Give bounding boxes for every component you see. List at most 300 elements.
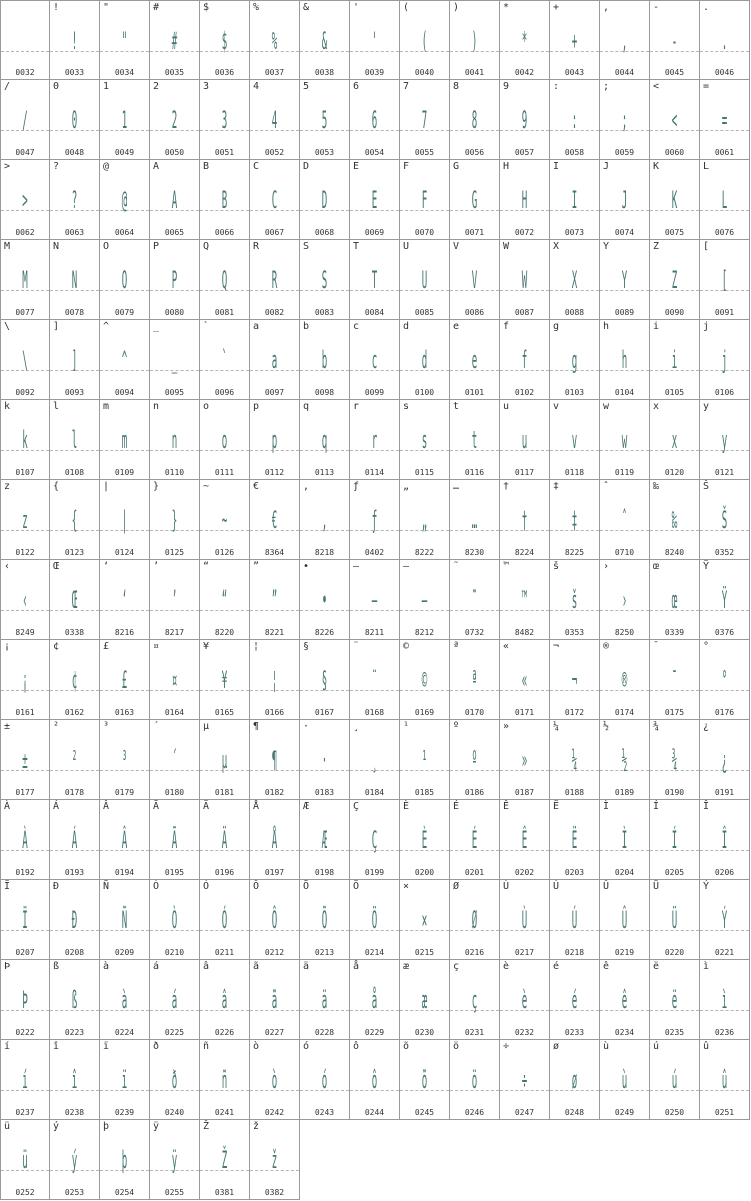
glyph-sample: H (521, 186, 528, 214)
glyph-sample: Z (671, 266, 678, 294)
glyph-char-label: V (453, 241, 460, 252)
glyph-char-label: “ (203, 561, 210, 572)
glyph-code: 0110 (164, 468, 185, 477)
glyph-cell (700, 0, 750, 80)
glyph-code: 0732 (464, 628, 485, 637)
glyph-sample: ã (271, 986, 278, 1014)
glyph-code: 0250 (664, 1108, 685, 1117)
glyph-code: 0235 (664, 1028, 685, 1037)
glyph-sample: ¿ (721, 746, 728, 774)
glyph-cell (350, 800, 400, 880)
glyph-code: 0043 (564, 68, 585, 77)
glyph-code: 0240 (164, 1108, 185, 1117)
glyph-cell (250, 320, 300, 400)
glyph-sample: õ (421, 1066, 428, 1094)
glyph-sample: < (671, 106, 678, 134)
glyph-cell (650, 80, 700, 160)
glyph-char-label: ¯ (653, 641, 660, 652)
glyph-code: 0096 (214, 388, 235, 397)
glyph-code: 0086 (464, 308, 485, 317)
glyph-cell (500, 560, 550, 640)
glyph-char-label: ì (703, 961, 710, 972)
glyph-cell (500, 960, 550, 1040)
glyph-code: 0092 (15, 388, 35, 397)
glyph-cell (300, 480, 350, 560)
glyph-sample: é (571, 986, 578, 1014)
glyph-char-label: > (4, 161, 11, 172)
glyph-cell (350, 720, 400, 800)
glyph-char-label: ‰ (653, 481, 660, 492)
glyph-sample: Ò (171, 906, 178, 934)
glyph-char-label: Ø (453, 881, 460, 892)
glyph-code: 8364 (264, 548, 285, 557)
glyph-sample: û (721, 1066, 728, 1094)
glyph-code: 0162 (64, 708, 85, 717)
glyph-cell (450, 880, 500, 960)
glyph-cell (550, 960, 600, 1040)
glyph-cell (600, 480, 650, 560)
glyph-cell (700, 400, 750, 480)
glyph-char-label: % (253, 2, 260, 13)
glyph-cell (300, 320, 350, 400)
glyph-cell (300, 1040, 350, 1120)
glyph-code: 0182 (264, 788, 285, 797)
glyph-cell (50, 480, 100, 560)
glyph-cell (700, 960, 750, 1040)
glyph-char-label: H (503, 161, 510, 172)
glyph-code: 0046 (714, 68, 735, 77)
glyph-cell (200, 1120, 250, 1200)
glyph-cell (500, 880, 550, 960)
glyph-code: 0180 (164, 788, 185, 797)
glyph-sample: / (22, 106, 28, 134)
glyph-cell (550, 560, 600, 640)
glyph-cell (700, 560, 750, 640)
glyph-char-label: ò (253, 1041, 260, 1052)
glyph-char-label: - (653, 2, 660, 13)
glyph-char-label: ~ (203, 481, 210, 492)
glyph-sample: w (621, 426, 628, 454)
glyph-sample: ‰ (671, 506, 678, 534)
glyph-code: 0122 (15, 548, 35, 557)
glyph-sample: F (421, 186, 428, 214)
glyph-code: 0249 (614, 1108, 635, 1117)
glyph-cell (50, 400, 100, 480)
glyph-cell (400, 720, 450, 800)
glyph-sample: $ (221, 27, 228, 55)
glyph-code: 0174 (614, 708, 635, 717)
glyph-cell (450, 560, 500, 640)
glyph-cell (100, 640, 150, 720)
glyph-char-label: j (703, 321, 710, 332)
glyph-cell (100, 400, 150, 480)
glyph-sample: — (421, 586, 428, 614)
glyph-code: 0124 (114, 548, 135, 557)
glyph-char-label: w (603, 401, 610, 412)
glyph-code: 0048 (64, 148, 85, 157)
glyph-code: 0109 (114, 468, 135, 477)
glyph-sample: Š (721, 506, 728, 534)
glyph-code: 0402 (364, 548, 385, 557)
glyph-char-label: Ö (353, 881, 360, 892)
glyph-char-label: ) (453, 2, 460, 13)
glyph-char-label: É (453, 801, 460, 812)
glyph-code: 8482 (514, 628, 535, 637)
glyph-char-label: U (403, 241, 410, 252)
glyph-code: 0229 (364, 1028, 385, 1037)
glyph-cell (50, 960, 100, 1040)
glyph-char-label: ç (453, 961, 460, 972)
glyph-code: 0247 (514, 1108, 535, 1117)
glyph-cell (400, 1040, 450, 1120)
glyph-code: 0230 (414, 1028, 435, 1037)
glyph-sample: ¹ (421, 746, 428, 774)
glyph-cell (500, 1040, 550, 1120)
glyph-char-label: À (4, 801, 11, 812)
glyph-char-label: A (153, 161, 160, 172)
glyph-cell (600, 800, 650, 880)
glyph-cell (650, 560, 700, 640)
glyph-char-label: z (4, 481, 11, 492)
glyph-code: 0208 (64, 948, 85, 957)
glyph-sample: ’ (171, 586, 178, 614)
glyph-code: 0104 (614, 388, 635, 397)
glyph-char-label: · (303, 721, 310, 732)
glyph-cell (0, 960, 50, 1040)
glyph-char-label: I (553, 161, 560, 172)
glyph-code: 0102 (514, 388, 535, 397)
glyph-char-label: h (603, 321, 610, 332)
glyph-sample: J (621, 186, 628, 214)
glyph-sample: ¶ (271, 746, 278, 774)
glyph-code: 0091 (714, 308, 735, 317)
glyph-code: 0192 (15, 868, 35, 877)
glyph-cell (200, 80, 250, 160)
glyph-cell (350, 0, 400, 80)
glyph-char-label: ‚ (303, 481, 310, 492)
glyph-char-label: N (53, 241, 60, 252)
glyph-char-label: c (353, 321, 360, 332)
glyph-cell (250, 960, 300, 1040)
glyph-sample: Û (621, 906, 628, 934)
glyph-sample: g (571, 346, 578, 374)
glyph-char-label: µ (203, 721, 210, 732)
glyph-char-label: Õ (303, 881, 310, 892)
glyph-sample: l (71, 426, 78, 454)
glyph-sample: É (471, 826, 478, 854)
glyph-sample: ˆ (621, 506, 628, 534)
glyph-cell (650, 960, 700, 1040)
glyph-cell (350, 160, 400, 240)
glyph-sample: s (421, 426, 428, 454)
glyph-char-label: o (203, 401, 210, 412)
glyph-sample: M (22, 266, 28, 294)
glyph-code: 0053 (314, 148, 335, 157)
glyph-char-label: 1 (103, 81, 110, 92)
glyph-char-label: Š (703, 481, 710, 492)
glyph-cell (650, 160, 700, 240)
glyph-cell (150, 480, 200, 560)
glyph-char-label: ¤ (153, 641, 160, 652)
glyph-char-label: ² (53, 721, 60, 732)
glyph-cell (0, 80, 50, 160)
glyph-cell (50, 1040, 100, 1120)
glyph-sample: 2 (171, 106, 178, 134)
glyph-sample: ² (71, 746, 78, 774)
glyph-code: 0198 (314, 868, 335, 877)
glyph-sample: n (171, 426, 178, 454)
glyph-cell (200, 960, 250, 1040)
glyph-cell (300, 400, 350, 480)
glyph-sample: k (22, 426, 28, 454)
glyph-code: 0239 (114, 1108, 135, 1117)
glyph-sample: Ù (521, 906, 528, 934)
glyph-code: 0076 (714, 228, 735, 237)
glyph-sample: : (571, 106, 578, 134)
glyph-sample: ( (421, 27, 428, 55)
glyph-code: 0119 (614, 468, 635, 477)
glyph-code: 0184 (364, 788, 385, 797)
glyph-cell (550, 80, 600, 160)
glyph-cell (350, 80, 400, 160)
glyph-code: 0228 (314, 1028, 335, 1037)
glyph-char-label: ¶ (253, 721, 260, 732)
glyph-code: 0175 (664, 708, 685, 717)
glyph-char-label: 3 (203, 81, 210, 92)
glyph-sample: › (621, 586, 628, 614)
glyph-code: 0217 (514, 948, 535, 957)
glyph-code: 0108 (64, 468, 85, 477)
glyph-char-label: g (553, 321, 560, 332)
glyph-code: 8225 (564, 548, 585, 557)
glyph-cell (150, 240, 200, 320)
glyph-char-label: ® (603, 641, 610, 652)
glyph-char-label: [ (703, 241, 710, 252)
glyph-sample: ý (71, 1146, 78, 1174)
glyph-sample: ` (221, 346, 228, 374)
glyph-sample: Q (221, 266, 228, 294)
glyph-sample: ç (471, 986, 478, 1014)
glyph-char-label: } (153, 481, 160, 492)
glyph-code: 0202 (514, 868, 535, 877)
glyph-code: 0209 (114, 948, 135, 957)
glyph-code: 0080 (164, 308, 185, 317)
glyph-char-label: Þ (4, 961, 11, 972)
glyph-code: 0169 (414, 708, 435, 717)
glyph-code: 0167 (314, 708, 335, 717)
glyph-sample: æ (421, 986, 428, 1014)
glyph-char-label: k (4, 401, 11, 412)
glyph-cell (700, 80, 750, 160)
glyph-cell (50, 320, 100, 400)
glyph-code: 0117 (514, 468, 535, 477)
glyph-sample: ‘ (121, 586, 128, 614)
glyph-sample: ¨ (371, 666, 378, 694)
glyph-sample: Æ (321, 826, 328, 854)
glyph-char-label: q (303, 401, 310, 412)
glyph-char-label: © (403, 641, 410, 652)
glyph-cell (0, 1040, 50, 1120)
glyph-cell (450, 320, 500, 400)
glyph-cell (650, 800, 700, 880)
glyph-cell (50, 160, 100, 240)
glyph-cell (100, 320, 150, 400)
glyph-code: 0243 (314, 1108, 335, 1117)
glyph-cell (600, 640, 650, 720)
glyph-cell (300, 240, 350, 320)
glyph-sample: | (121, 506, 128, 534)
glyph-code: 0107 (15, 468, 35, 477)
glyph-cell (500, 320, 550, 400)
glyph-code: 8216 (114, 628, 135, 637)
glyph-sample: ü (22, 1146, 28, 1174)
glyph-char-label: ¿ (703, 721, 710, 732)
glyph-char-label: Ž (203, 1121, 210, 1132)
glyph-code: 0097 (264, 388, 285, 397)
glyph-code: 8211 (364, 628, 385, 637)
glyph-cell (150, 880, 200, 960)
glyph-sample: ¦ (271, 666, 278, 694)
glyph-char-label: § (303, 641, 310, 652)
glyph-char-label: + (553, 2, 560, 13)
glyph-cell (200, 800, 250, 880)
glyph-code: 8218 (314, 548, 335, 557)
glyph-cell (250, 160, 300, 240)
glyph-sample: o (221, 426, 228, 454)
glyph-code: 0254 (114, 1188, 135, 1197)
glyph-sample: Þ (22, 986, 28, 1014)
glyph-sample: N (71, 266, 78, 294)
glyph-sample: > (22, 186, 28, 214)
glyph-char-label: e (453, 321, 460, 332)
glyph-cell (450, 80, 500, 160)
glyph-code: 0054 (364, 148, 385, 157)
glyph-sample: = (721, 106, 728, 134)
glyph-char-label: » (503, 721, 510, 732)
glyph-code: 0115 (414, 468, 435, 477)
glyph-code: 0238 (64, 1108, 85, 1117)
glyph-sample: ‹ (22, 586, 28, 614)
glyph-char-label: m (103, 401, 110, 412)
glyph-char-label: œ (653, 561, 660, 572)
glyph-sample: E (371, 186, 378, 214)
glyph-cell (600, 560, 650, 640)
glyph-sample: \ (22, 346, 28, 374)
glyph-cell (0, 880, 50, 960)
glyph-cell (350, 560, 400, 640)
glyph-sample: Á (71, 826, 78, 854)
glyph-sample: X (571, 266, 578, 294)
glyph-char-label: È (403, 801, 410, 812)
glyph-code: 0381 (214, 1188, 235, 1197)
glyph-char-label: Ÿ (703, 561, 710, 572)
glyph-cell (250, 560, 300, 640)
glyph-cell (100, 240, 150, 320)
glyph-sample: á (171, 986, 178, 1014)
glyph-cell (450, 800, 500, 880)
glyph-sample: · (321, 746, 328, 774)
glyph-code: 0032 (15, 68, 35, 77)
glyph-cell (150, 1040, 200, 1120)
glyph-code: 8221 (264, 628, 285, 637)
glyph-char-label: n (153, 401, 160, 412)
glyph-code: 0179 (114, 788, 135, 797)
glyph-cell (550, 800, 600, 880)
glyph-code: 8249 (15, 628, 35, 637)
glyph-cell (350, 480, 400, 560)
glyph-char-label: # (153, 2, 160, 13)
glyph-cell (450, 720, 500, 800)
glyph-code: 0047 (15, 148, 35, 157)
glyph-char-label: ä (303, 961, 310, 972)
glyph-sample: * (521, 27, 528, 55)
glyph-code: 0120 (664, 468, 685, 477)
glyph-sample: ¥ (221, 666, 228, 694)
glyph-cell (550, 160, 600, 240)
glyph-char-label: ! (53, 2, 60, 13)
glyph-cell (650, 320, 700, 400)
glyph-char-label: p (253, 401, 260, 412)
glyph-code: 0161 (15, 708, 35, 717)
glyph-cell (500, 480, 550, 560)
glyph-code: 0099 (364, 388, 385, 397)
glyph-sample: “ (221, 586, 228, 614)
glyph-char-label: 5 (303, 81, 310, 92)
glyph-char-label: ¥ (203, 641, 210, 652)
glyph-sample: Â (121, 826, 128, 854)
glyph-char-label: s (403, 401, 410, 412)
glyph-cell (700, 320, 750, 400)
glyph-char-label: Ä (203, 801, 210, 812)
glyph-sample: Å (271, 826, 278, 854)
glyph-sample: Ú (571, 906, 578, 934)
glyph-cell (450, 640, 500, 720)
glyph-char-label: W (503, 241, 510, 252)
glyph-cell (200, 640, 250, 720)
glyph-char-label: è (503, 961, 510, 972)
glyph-cell (600, 320, 650, 400)
glyph-sample: ì (721, 986, 728, 1014)
glyph-sample: ÿ (171, 1146, 178, 1174)
glyph-char-label: × (403, 881, 410, 892)
glyph-code: 0095 (164, 388, 185, 397)
glyph-sample: i (671, 346, 678, 374)
glyph-cell (450, 240, 500, 320)
glyph-cell (350, 400, 400, 480)
glyph-code: 0236 (714, 1028, 735, 1037)
glyph-char-label: ú (653, 1041, 660, 1052)
glyph-code: 0203 (564, 868, 585, 877)
glyph-char-label: ? (53, 161, 60, 172)
glyph-code: 0062 (15, 228, 35, 237)
glyph-char-label: J (603, 161, 610, 172)
glyph-cell (200, 1040, 250, 1120)
glyph-sample: å (371, 986, 378, 1014)
glyph-sample: h (621, 346, 628, 374)
glyph-sample: ¼ (571, 746, 578, 774)
glyph-code: 0233 (564, 1028, 585, 1037)
glyph-char-label: á (153, 961, 160, 972)
glyph-sample: Õ (321, 906, 328, 934)
glyph-cell (50, 1120, 100, 1200)
glyph-code: 0085 (414, 308, 435, 317)
glyph-cell (0, 400, 50, 480)
glyph-cell (300, 560, 350, 640)
glyph-code: 0111 (214, 468, 235, 477)
glyph-cell (150, 720, 200, 800)
glyph-sample: È (421, 826, 428, 854)
glyph-cell (500, 720, 550, 800)
